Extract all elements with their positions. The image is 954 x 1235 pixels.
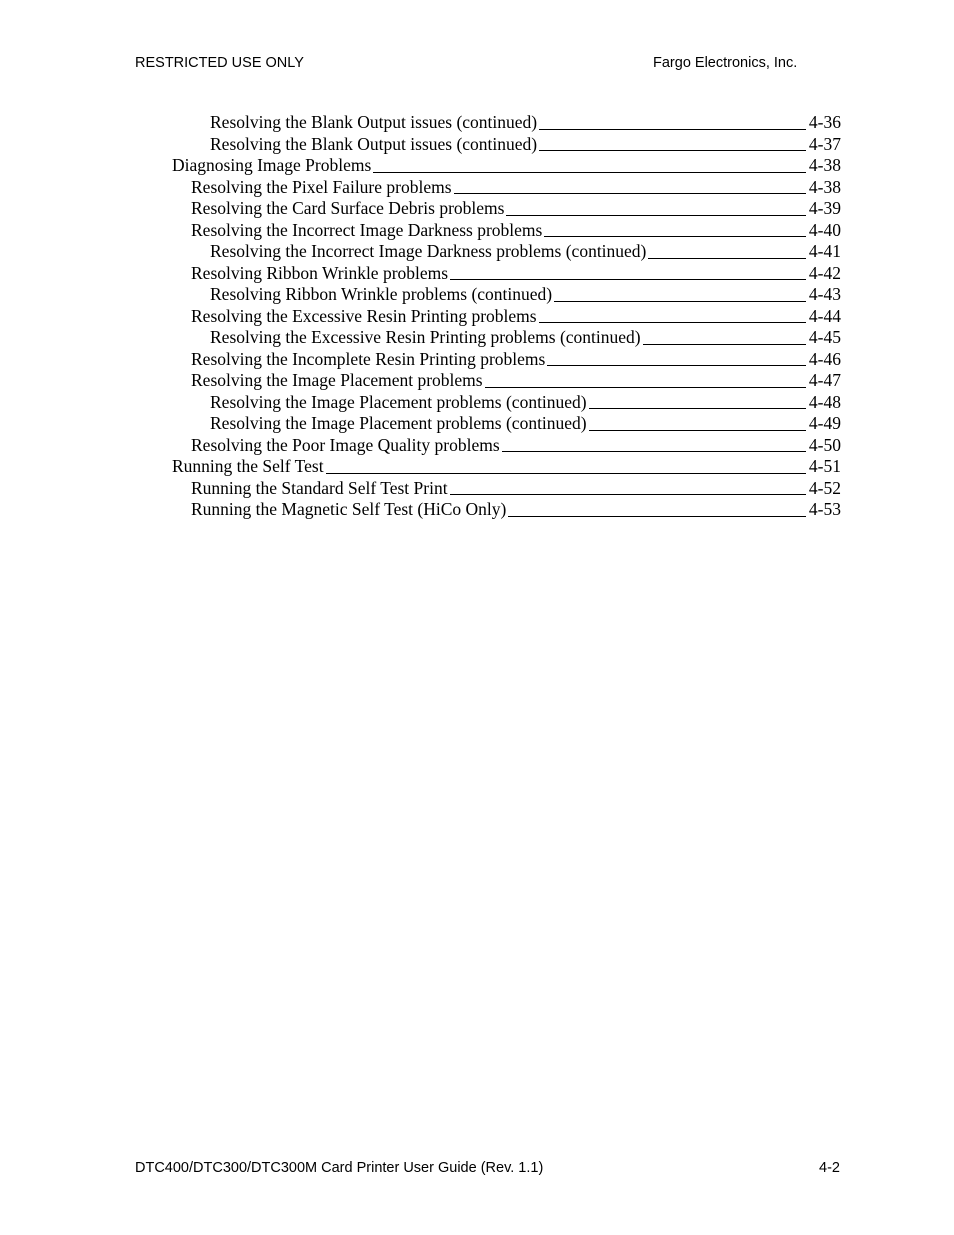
toc-leader — [326, 472, 806, 474]
toc-entry-title: Resolving the Image Placement problems (continued) — [210, 391, 587, 412]
toc-leader — [454, 192, 806, 194]
toc-entry-page: 4-43 — [808, 284, 841, 304]
toc-entry-title: Resolving the Incorrect Image Darkness problems — [191, 219, 543, 240]
toc-entry-title: Resolving the Pixel Failure problems — [191, 176, 452, 197]
toc-leader — [450, 493, 806, 495]
toc-entry[interactable] — [172, 392, 841, 414]
toc-leader — [648, 257, 806, 259]
toc-entry-page: 4-52 — [808, 477, 841, 498]
toc-entry-title: Running the Magnetic Self Test (HiCo Only) — [191, 499, 507, 519]
toc-entry-page: 4-47 — [808, 370, 841, 390]
toc-entry[interactable] — [172, 284, 841, 306]
toc-entry-title: Resolving the Image Placement problems — [191, 370, 483, 390]
toc-entry-page: 4-53 — [808, 499, 841, 519]
toc-entry-title: Resolving the Excessive Resin Printing problems — [191, 305, 537, 326]
toc-entry[interactable] — [172, 413, 841, 435]
toc-entry-title: Resolving Ribbon Wrinkle problems — [191, 262, 449, 283]
toc-entry-title: Resolving the Card Surface Debris problems — [191, 198, 505, 218]
toc-entry[interactable] — [172, 327, 841, 349]
toc-entry-page: 4-49 — [808, 413, 841, 433]
toc-entry-title: Resolving the Incomplete Resin Printing problems — [191, 348, 546, 369]
toc-leader — [539, 128, 806, 130]
toc-leader — [554, 300, 806, 302]
toc-entry[interactable] — [172, 370, 841, 392]
toc-leader — [450, 278, 806, 280]
toc-leader — [373, 171, 806, 173]
toc-entry-page: 4-38 — [808, 155, 841, 175]
footer-document-title: DTC400/DTC300/DTC300M Card Printer User Guide (Rev. 1.1) — [135, 1160, 544, 1176]
toc-leader — [539, 149, 806, 151]
toc-entry-title: Resolving the Blank Output issues (continued) — [210, 112, 538, 132]
toc-entry[interactable] — [172, 478, 841, 500]
toc-entry-page: 4-50 — [808, 434, 841, 455]
toc-entry-page: 4-38 — [808, 176, 841, 197]
table-of-contents — [172, 112, 841, 521]
toc-entry[interactable] — [172, 177, 841, 199]
toc-entry-page: 4-41 — [808, 241, 841, 261]
toc-entry[interactable] — [172, 306, 841, 328]
toc-entry-title: Resolving the Poor Image Quality problems — [191, 434, 500, 455]
toc-entry-title: Resolving the Image Placement problems (continued) — [210, 413, 587, 433]
toc-entry-page: 4-42 — [808, 262, 841, 283]
toc-leader — [547, 364, 806, 366]
toc-leader — [539, 321, 806, 323]
toc-leader — [502, 450, 806, 452]
toc-entry-page: 4-46 — [808, 348, 841, 369]
toc-entry-title: Diagnosing Image Problems — [172, 155, 372, 175]
toc-entry[interactable] — [172, 241, 841, 263]
toc-leader — [589, 429, 806, 431]
toc-entry-page: 4-45 — [808, 327, 841, 347]
toc-entry[interactable] — [172, 456, 841, 478]
toc-entry[interactable] — [172, 134, 841, 156]
toc-entry-title: Resolving the Incorrect Image Darkness problems (continued) — [210, 241, 647, 261]
toc-entry[interactable] — [172, 155, 841, 177]
toc-entry[interactable] — [172, 263, 841, 285]
toc-entry[interactable] — [172, 435, 841, 457]
toc-entry[interactable] — [172, 220, 841, 242]
toc-entry[interactable] — [172, 112, 841, 134]
toc-entry-page: 4-44 — [808, 305, 841, 326]
toc-entry-title: Running the Self Test — [172, 456, 324, 476]
toc-leader — [508, 515, 806, 517]
toc-entry[interactable] — [172, 349, 841, 371]
toc-entry-title: Running the Standard Self Test Print — [191, 477, 448, 498]
toc-leader — [643, 343, 806, 345]
header-restriction-notice: RESTRICTED USE ONLY — [135, 55, 304, 71]
toc-entry[interactable] — [172, 499, 841, 521]
toc-leader — [589, 407, 806, 409]
toc-entry[interactable] — [172, 198, 841, 220]
toc-entry-page: 4-48 — [808, 391, 841, 412]
footer-page-number: 4-2 — [819, 1160, 840, 1176]
toc-entry-title: Resolving the Blank Output issues (continued) — [210, 133, 538, 154]
toc-entry-title: Resolving Ribbon Wrinkle problems (continued) — [210, 284, 553, 304]
toc-leader — [544, 235, 806, 237]
toc-leader — [506, 214, 805, 216]
toc-leader — [485, 386, 806, 388]
toc-entry-page: 4-37 — [808, 133, 841, 154]
toc-entry-page: 4-39 — [808, 198, 841, 218]
toc-entry-title: Resolving the Excessive Resin Printing problems (continued) — [210, 327, 641, 347]
toc-entry-page: 4-36 — [808, 112, 841, 132]
toc-entry-page: 4-51 — [808, 456, 841, 476]
header-company-name: Fargo Electronics, Inc. — [653, 55, 798, 71]
toc-entry-page: 4-40 — [808, 219, 841, 240]
